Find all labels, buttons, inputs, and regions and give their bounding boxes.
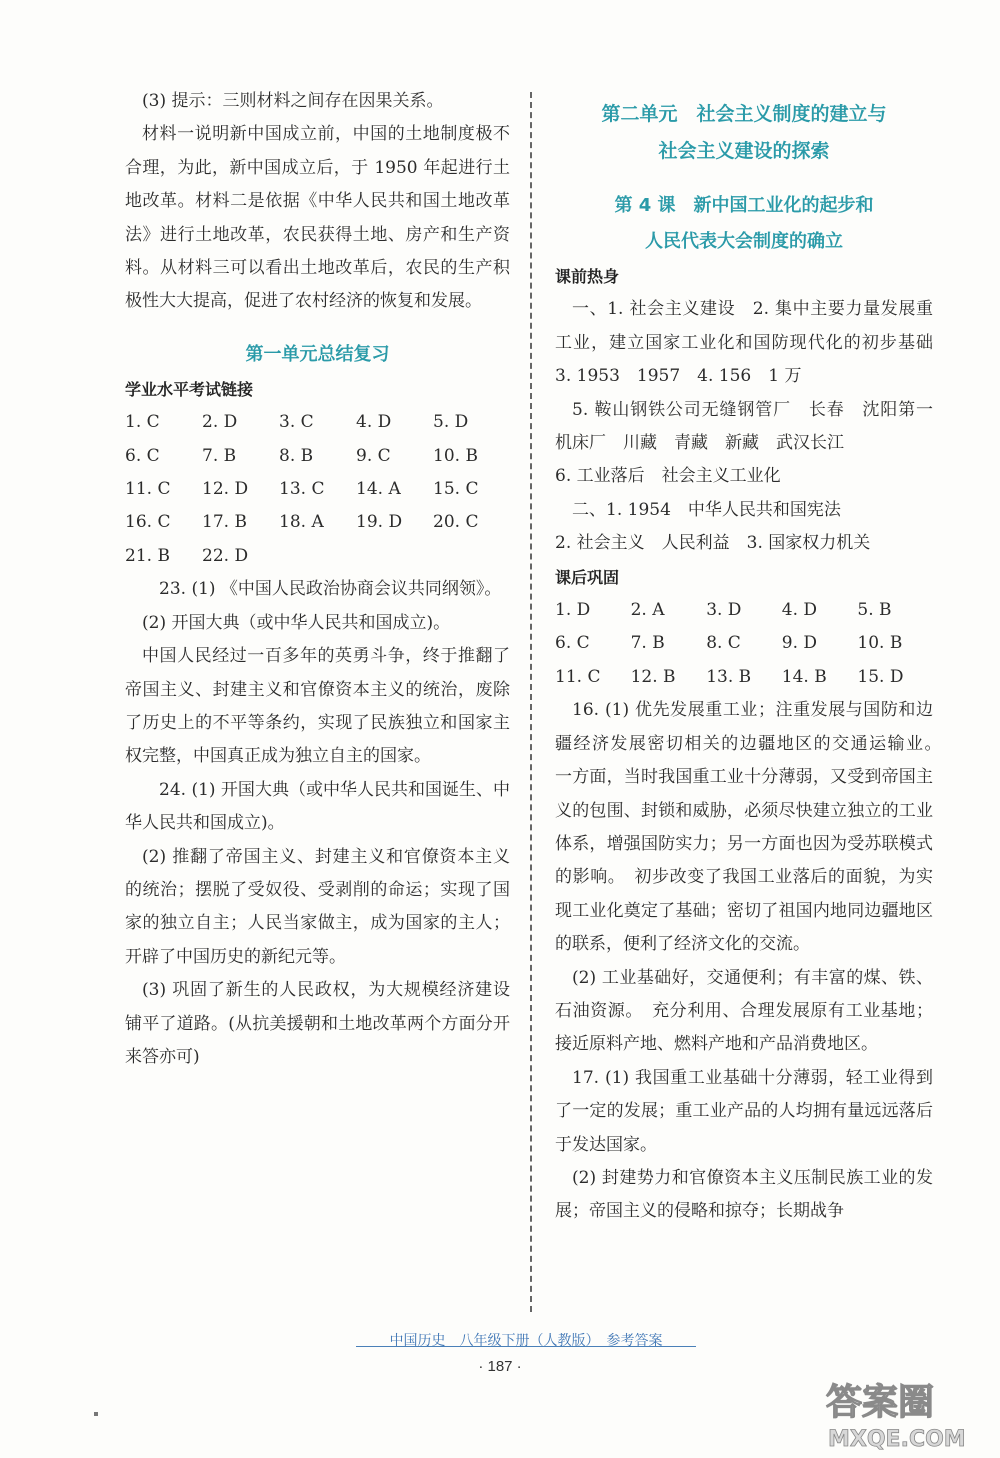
right-column	[555, 96, 950, 1229]
answer-text: (3) 提示：三则材料之间存在因果关系。	[142, 91, 444, 111]
answer-text: 6. 工业落后 社会主义工业化	[555, 466, 781, 487]
answer-grid	[555, 594, 933, 694]
column-divider	[530, 92, 532, 1312]
answer-item: 22. D	[202, 545, 249, 566]
answer-text: (2) 工业基础好，交通便利；有丰富的煤、铁、石油资源。 充分利用、合理发展原有工业基地；接近原料产地、燃料产地和产品消费地区。	[555, 967, 933, 1055]
answer-text: 一、1. 社会主义建设 2. 集中主要力量发展重工业，建立国家工业化和国防现代化的初步基础 3. 1953 1957 4. 156 1 万	[555, 299, 950, 387]
answer-item: 4. D	[781, 600, 818, 621]
answer-item: 2. D	[202, 412, 238, 433]
answer-item: 19. D	[356, 512, 403, 533]
scan-speck	[94, 1412, 98, 1416]
answer-item: 17. B	[202, 512, 247, 533]
answer-text: 16. (1) 优先发展重工业；注重发展与国防和边疆经济发展密切相关的边疆地区的交通运输业。 一方面，当时我国重工业十分薄弱，又受到帝国主义的包围、封锁和威胁，必须尽快建立独立的工业体系，增强国防实力；另一方面也因为受苏联模式的影响。 初步改变了我国工业落后的面貌，为实现工业化奠定了基础；密切了祖国内地同边疆地区的联系，便利了经济文化的交流。	[555, 700, 950, 955]
answer-item: 11. C	[125, 479, 171, 500]
answer-item: 1. C	[125, 412, 160, 433]
answer-item: 13. B	[706, 666, 752, 687]
left-column	[125, 85, 510, 1074]
lesson-title: 人民代表大会制度的确立	[645, 231, 843, 252]
section-heading: 学业水平考试链接	[125, 379, 254, 399]
answer-text: (2) 开国大典（或中华人民共和国成立)。	[142, 612, 451, 633]
running-footer: 中国历史 八年级下册（人教版） 参考答案	[389, 1333, 663, 1349]
answer-item: 15. C	[433, 479, 479, 500]
answer-item: 20. C	[433, 512, 479, 533]
answer-item: 7. B	[630, 633, 665, 654]
answer-item: 4. D	[356, 412, 392, 433]
section-heading: 课前热身	[555, 267, 620, 286]
answer-item: 10. B	[433, 445, 478, 466]
unit-title: 第二单元 社会主义制度的建立与	[601, 103, 887, 125]
answer-text: 中国人民经过一百多年的英勇斗争，终于推翻了帝国主义、封建主义和官僚资本主义的统治，废除了历史上的不平等条约，实现了民族独立和国家主权完整，中国真正成为独立自主的国家。	[125, 646, 510, 767]
answer-item: 3. D	[706, 600, 742, 621]
page-number: · 187 ·	[478, 1358, 522, 1375]
answer-item: 8. B	[279, 445, 314, 466]
answer-text: 二、1. 1954 中华人民共和国宪法	[572, 499, 841, 520]
answer-text: (3) 巩固了新生的人民政权，为大规模经济建设铺平了道路。(从抗美援朝和土地改革两个方面分开来答亦可)	[125, 980, 510, 1067]
answer-item: 7. B	[202, 445, 237, 466]
answer-text: 23. (1) 《中国人民政治协商会议共同纲领》。	[159, 579, 502, 600]
answer-text: 24. (1) 开国大典（或中华人民共和国诞生、中华人民共和国成立)。	[125, 779, 510, 834]
answer-item: 21. B	[125, 545, 170, 566]
unit-title: 第一单元总结复习	[245, 343, 390, 365]
footer-underline	[356, 1346, 696, 1347]
answer-item: 14. A	[356, 479, 401, 500]
answer-item: 18. A	[279, 512, 324, 533]
answer-item: 14. B	[781, 666, 827, 687]
answer-item: 6. C	[125, 445, 160, 466]
answer-text: 5. 鞍山钢铁公司无缝钢管厂 长春 沈阳第一机床厂 川藏 青藏 新藏 武汉长江	[555, 399, 933, 454]
answer-item: 9. C	[356, 445, 391, 466]
answer-text: (2) 封建势力和官僚资本主义压制民族工业的发展；帝国主义的侵略和掠夺；长期战争	[555, 1167, 933, 1222]
answer-item: 15. D	[857, 666, 904, 687]
answer-item: 13. C	[279, 479, 325, 500]
answer-item: 8. C	[706, 633, 741, 654]
answer-item: 2. A	[630, 600, 665, 621]
answer-item: 10. B	[857, 633, 903, 654]
unit-title: 社会主义建设的探索	[658, 140, 830, 162]
answer-item: 1. D	[555, 600, 591, 621]
watermark-title: 答案圈	[826, 1382, 935, 1423]
answer-item: 6. C	[555, 633, 590, 654]
answer-grid	[125, 406, 510, 573]
answer-item: 5. D	[433, 412, 469, 433]
answer-text: 材料一说明新中国成立前，中国的土地制度极不合理，为此，新中国成立后，于 1950 年起进行土地改革。材料二是依据《中华人民共和国土地改革法》进行土地改革，农民获得土地、房产和生产资料。从材料三可以看出土地改革后，农民的生产积极性大大提高，促进了农村经济的恢复和发展。	[125, 124, 510, 312]
answer-item: 3. C	[279, 412, 314, 433]
answer-item: 12. D	[202, 479, 249, 500]
answer-item: 9. D	[781, 633, 818, 654]
answer-item: 16. C	[125, 512, 171, 533]
answer-item: 5. B	[857, 600, 892, 621]
answer-text: (2) 推翻了帝国主义、封建主义和官僚资本主义的统治；摆脱了受奴役、受剥削的命运；实现了国家的独立自主；人民当家做主，成为国家的主人；开辟了中国历史的新纪元等。	[125, 846, 510, 967]
watermark-logo	[820, 1370, 990, 1452]
watermark-domain: MXQE.COM	[828, 1427, 966, 1452]
answer-text: 17. (1) 我国重工业基础十分薄弱，轻工业得到了一定的发展；重工业产品的人均拥有量远远落后于发达国家。	[555, 1067, 933, 1155]
section-heading: 课后巩固	[555, 567, 620, 587]
lesson-title: 第 4 课 新中国工业化的起步和	[614, 195, 874, 216]
answer-text: 2. 社会主义 人民利益 3. 国家权力机关	[555, 533, 871, 554]
answer-item: 12. B	[630, 666, 676, 687]
answer-item: 11. C	[555, 666, 601, 687]
